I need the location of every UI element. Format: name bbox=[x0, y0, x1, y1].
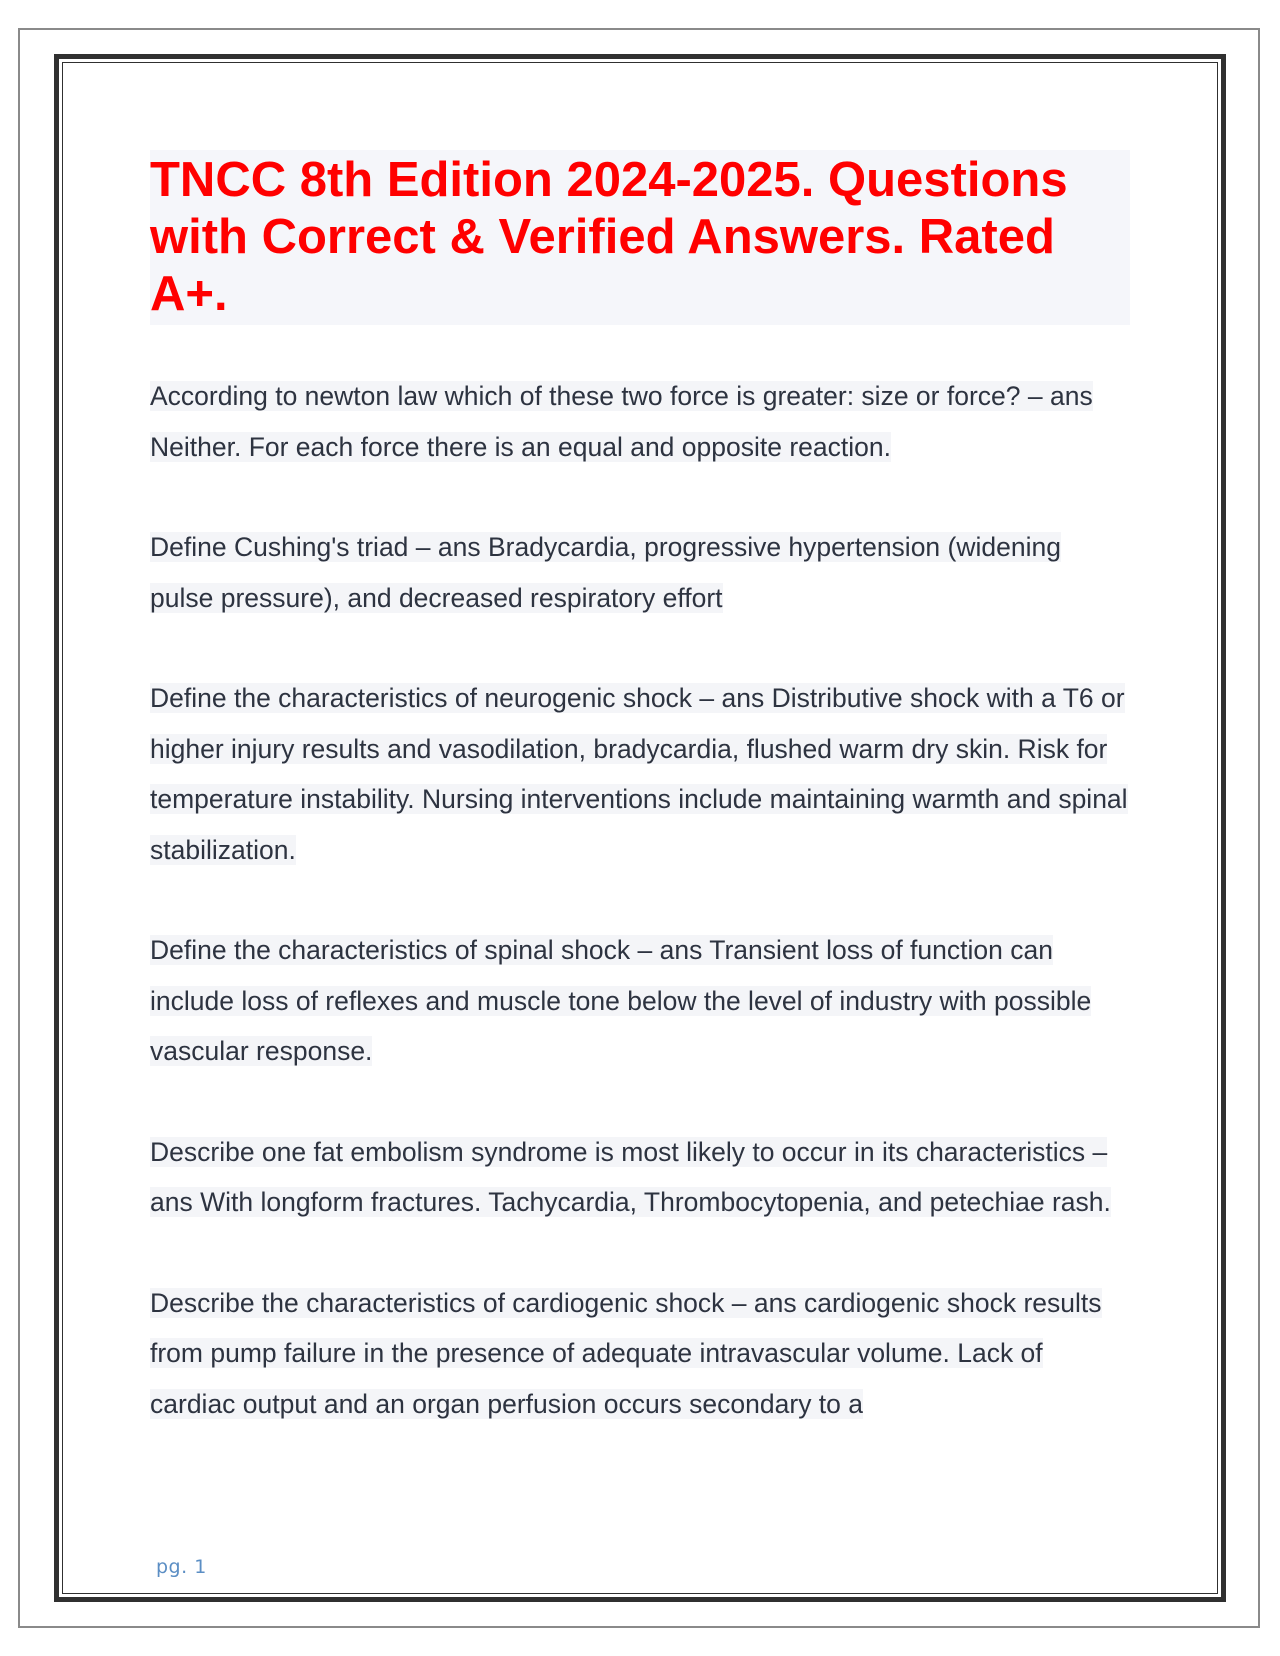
qa-item-text: Describe one fat embolism syndrome is most likely to occur in its characteristics – ans With longform fractures. Tachycardia, Thrombocytopenia, and petechiae rash. bbox=[150, 1136, 1111, 1217]
qa-item bbox=[150, 1278, 1130, 1430]
qa-item-text: Define the characteristics of spinal shock – ans Transient loss of function can include loss of reflexes and muscle tone below the level of industry with possible vascular response. bbox=[150, 935, 1092, 1066]
qa-item bbox=[150, 371, 1130, 472]
qa-item-text: Define Cushing's triad – ans Bradycardia, progressive hypertension (widening pulse pressure), and decreased respiratory effort bbox=[150, 532, 1061, 613]
qa-item-text: According to newton law which of these two force is greater: size or force? – ans Neither. For each force there is an equal and opposite reaction. bbox=[150, 381, 1093, 462]
qa-item bbox=[150, 925, 1130, 1077]
document-title: TNCC 8th Edition 2024-2025. Questions with Correct & Verified Answers. Rated A+. bbox=[150, 150, 1130, 325]
qa-item-text: Define the characteristics of neurogenic shock – ans Distributive shock with a T6 or higher injury results and vasodilation, bradycardia, flushed warm dry skin. Risk for temperature instability. Nursing interventions include maintaining warmth and spinal stabilization. bbox=[150, 683, 1128, 865]
qa-item bbox=[150, 1127, 1130, 1228]
qa-item bbox=[150, 673, 1130, 875]
qa-item-text: Describe the characteristics of cardiogenic shock – ans cardiogenic shock results from pump failure in the presence of adequate intravascular volume. Lack of cardiac output and an organ perfusion occurs secondary to a bbox=[150, 1287, 1102, 1419]
qa-item bbox=[150, 522, 1130, 623]
document-body bbox=[150, 150, 1130, 1479]
qa-list bbox=[150, 371, 1130, 1429]
page-number: pg. 1 bbox=[156, 1556, 207, 1578]
